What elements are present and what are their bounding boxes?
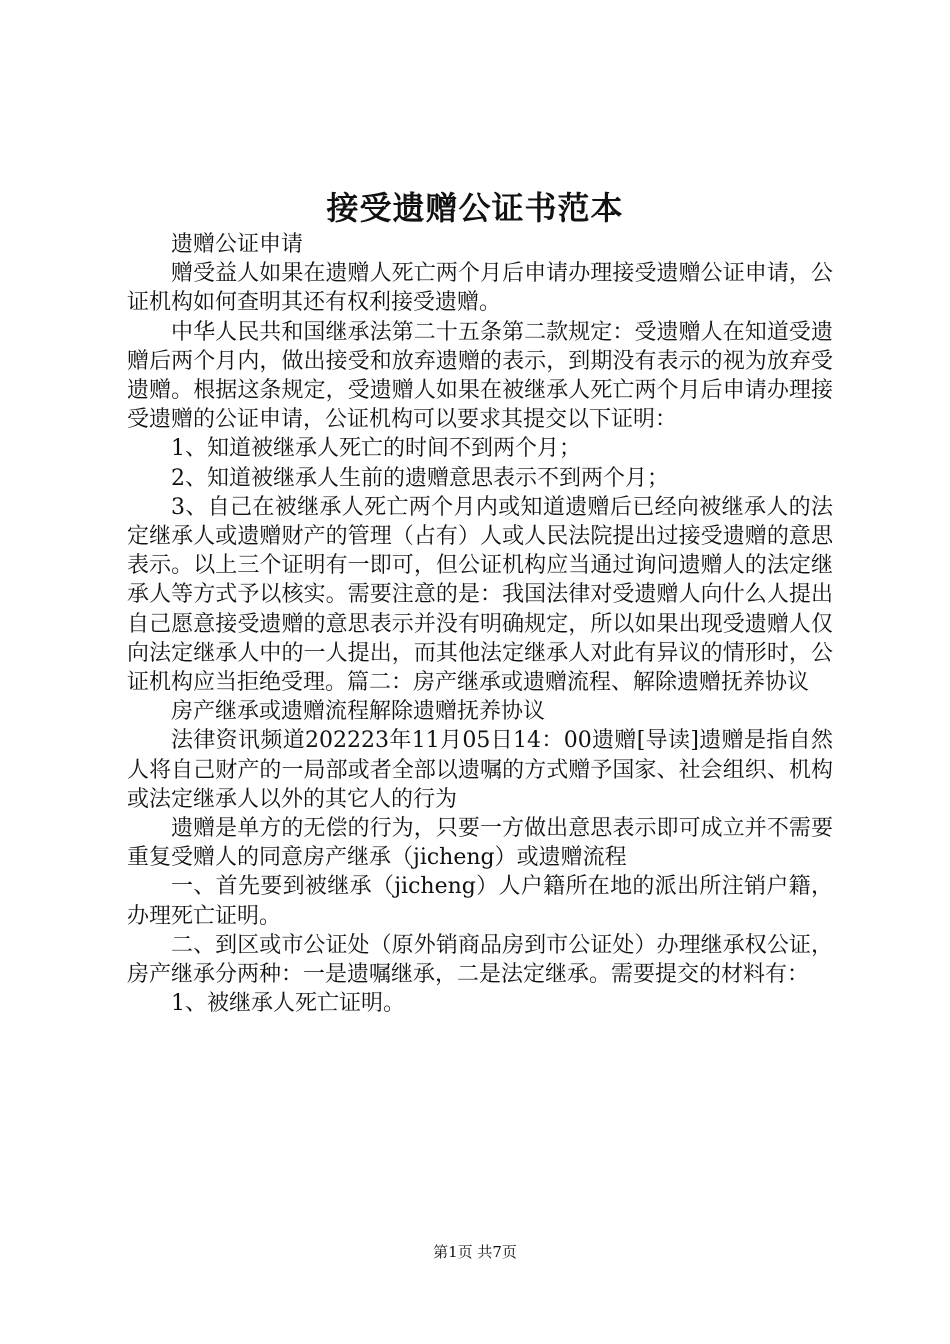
paragraph: 1、被继承人死亡证明。 bbox=[171, 991, 405, 1017]
paragraph: 房产继承或遗赠流程解除遗赠抚养协议 bbox=[171, 699, 546, 725]
paragraph: 一、首先要到被继承（jicheng）人户籍所在地的派出所注销户籍，办理死亡证明。 bbox=[127, 874, 833, 929]
paragraph: 法律资讯频道202223年11月05日14：00遗赠[导读]遗赠是指自然人将自己财产的一局部或者全部以遗嘱的方式赠予国家、社会组织、机构或法定继承人以外的其它人的行为 bbox=[127, 728, 833, 812]
paragraph: 1、知道被继承人死亡的时间不到两个月； bbox=[171, 436, 581, 462]
document-title: 接受遗赠公证书范本 bbox=[326, 189, 624, 227]
paragraph: 遗赠公证申请 bbox=[171, 232, 304, 257]
paragraph: 3、自己在被继承人死亡两个月内或知道遗赠后已经向被继承人的法定继承人或遗赠财产的管理（占有）人或人民法院提出过接受遗赠的意思表示。以上三个证明有一即可，但公证机构应当通过询问遗赠人的法定继承人等方式予以核实。需要注意的是：我国法律对受遗赠人向什么人提出自己愿意接受遗赠的意思表示并没有明确规定，所以如果出现受遗赠人仅向法定继承人中的一人提出，而其他法定继承人对此有异议的情形时，公证机构应当拒绝受理。篇二：房产继承或遗赠流程、解除遗赠抚养协议 bbox=[127, 494, 833, 696]
paragraph: 二、到区或市公证处（原外销商品房到市公证处）办理继承权公证，房产继承分两种：一是遗嘱继承，二是法定继承。需要提交的材料有： bbox=[127, 932, 833, 988]
paragraph: 赠受益人如果在遗赠人死亡两个月后申请办理接受遗赠公证申请，公证机构如何查明其还有权利接受遗赠。 bbox=[127, 261, 833, 316]
paragraph: 中华人民共和国继承法第二十五条第二款规定：受遗赠人在知道受遗赠后两个月内，做出接受和放弃遗赠的表示，到期没有表示的视为放弃受遗赠。根据这条规定，受遗赠人如果在被继承人死亡两个月后申请办理接受遗赠的公证申请，公证机构可以要求其提交以下证明： bbox=[127, 319, 833, 433]
page-footer: 第1页 共7页 bbox=[433, 1243, 517, 1261]
paragraph: 遗赠是单方的无偿的行为，只要一方做出意思表示即可成立并不需要重复受赠人的同意房产继承（jicheng）或遗赠流程 bbox=[127, 816, 833, 871]
paragraph: 2、知道被继承人生前的遗赠意思表示不到两个月； bbox=[171, 465, 669, 491]
document-body bbox=[127, 230, 833, 1018]
